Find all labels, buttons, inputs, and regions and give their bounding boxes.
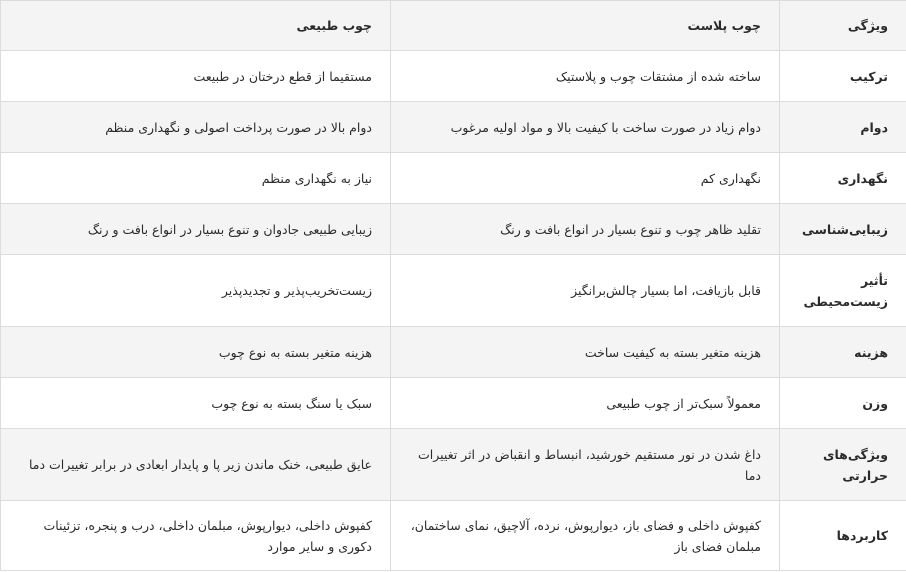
table-row (1, 102, 906, 153)
natural-wood-cell: مستقیما از قطع درختان در طبیعت (1, 51, 391, 102)
natural-wood-cell: زیست‌تخریب‌پذیر و تجدیدپذیر (1, 255, 391, 327)
table-row (1, 153, 906, 204)
row-feature-cell: زیبایی‌شناسی (780, 204, 906, 255)
wood-plastic-cell: معمولاً سبک‌تر از چوب طبیعی (391, 378, 780, 429)
header-wood-plastic: چوب پلاست (391, 1, 780, 51)
wood-plastic-cell: نگهداری کم (391, 153, 780, 204)
natural-wood-cell: سبک یا سنگ بسته به نوع چوب (1, 378, 391, 429)
wood-plastic-cell: ساخته شده از مشتقات چوب و پلاستیک (391, 51, 780, 102)
wood-plastic-cell: داغ شدن در نور مستقیم خورشید، انبساط و انقباض در اثر تغییرات دما (391, 429, 780, 501)
header-natural-wood: چوب طبیعی (1, 1, 391, 51)
row-feature-cell: کاربردها (780, 501, 906, 571)
table-row (1, 204, 906, 255)
natural-wood-cell: هزینه متغیر بسته به نوع چوب (1, 327, 391, 378)
row-feature-cell: وزن (780, 378, 906, 429)
row-feature-cell: دوام (780, 102, 906, 153)
row-feature-cell: ویژگی‌های حرارتی (780, 429, 906, 501)
natural-wood-cell: کفپوش داخلی، دیوارپوش، مبلمان داخلی، درب و پنجره، تزئینات دکوری و سایر موارد (1, 501, 391, 571)
table-row (1, 501, 906, 571)
table-row (1, 51, 906, 102)
wood-plastic-cell: قابل بازیافت، اما بسیار چالش‌برانگیز (391, 255, 780, 327)
row-feature-cell: نگهداری (780, 153, 906, 204)
wood-plastic-cell: کفپوش داخلی و فضای باز، دیوارپوش، نرده، آلاچیق، نمای ساختمان، مبلمان فضای باز (391, 501, 780, 571)
natural-wood-cell: زیبایی طبیعی جادوان و تنوع بسیار در انواع بافت و رنگ (1, 204, 391, 255)
natural-wood-cell: عایق طبیعی، خنک ماندن زیر پا و پایدار ابعادی در برابر تغییرات دما (1, 429, 391, 501)
natural-wood-cell: دوام بالا در صورت پرداخت اصولی و نگهداری منظم (1, 102, 391, 153)
table-row (1, 378, 906, 429)
row-feature-cell: تأثیر زیست‌محیطی (780, 255, 906, 327)
wood-plastic-cell: تقلید ظاهر چوب و تنوع بسیار در انواع بافت و رنگ (391, 204, 780, 255)
wood-plastic-cell: دوام زیاد در صورت ساخت با کیفیت بالا و مواد اولیه مرغوب (391, 102, 780, 153)
table-row (1, 327, 906, 378)
wood-plastic-cell: هزینه متغیر بسته به کیفیت ساخت (391, 327, 780, 378)
row-feature-cell: هزینه (780, 327, 906, 378)
natural-wood-cell: نیاز به نگهداری منظم (1, 153, 391, 204)
header-feature: ویژگی (780, 1, 906, 51)
row-feature-cell: ترکیب (780, 51, 906, 102)
table-row (1, 429, 906, 501)
table-row (1, 255, 906, 327)
table-header-row (1, 1, 906, 51)
